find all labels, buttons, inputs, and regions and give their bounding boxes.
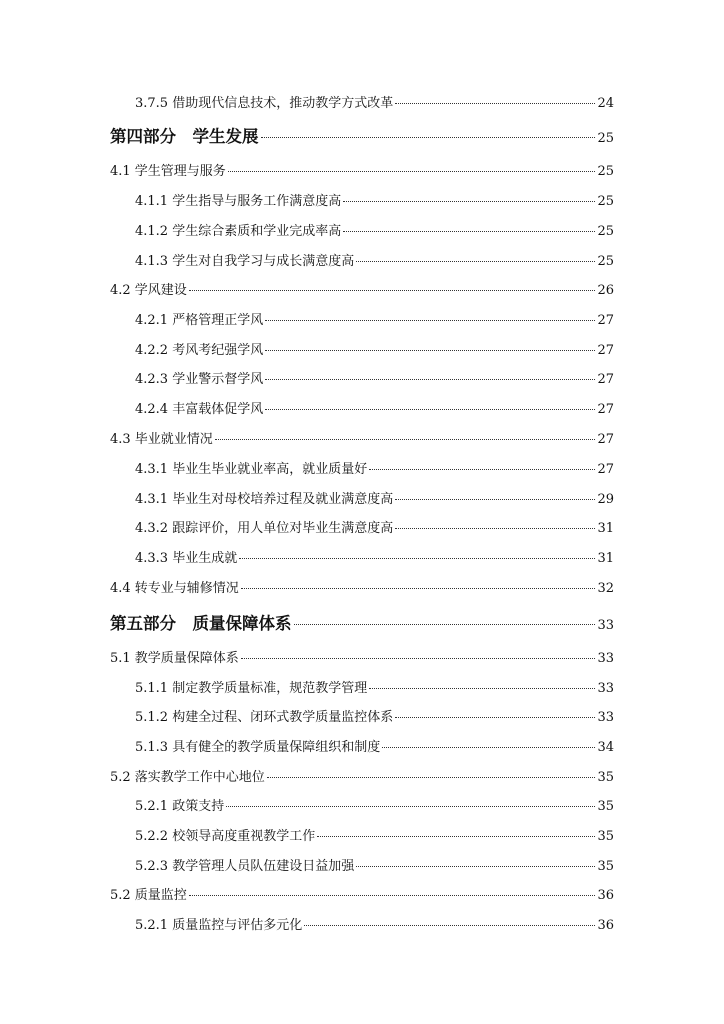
toc-entry-page: 35 [597,829,614,844]
toc-entry[interactable] [135,681,614,697]
toc-entry[interactable] [135,343,614,359]
toc-entry-label: 4.1.2 学生综合素质和学业完成率高 [135,224,342,239]
dot-leader [395,717,595,718]
toc-entry[interactable] [135,740,614,756]
dot-leader [369,469,595,470]
dot-leader [241,588,596,589]
dot-leader [189,895,596,896]
toc-entry[interactable] [110,164,614,180]
dot-leader [239,558,595,559]
toc-entry-label: 4.2.3 学业警示督学风 [135,372,264,387]
toc-entry[interactable] [135,224,614,240]
toc-entry[interactable] [135,402,614,418]
toc-entry-label: 5.2.3 教学管理人员队伍建设日益加强 [135,859,355,874]
toc-entry-page: 36 [597,888,614,903]
toc-entry[interactable] [135,372,614,388]
dot-leader [261,137,596,138]
toc-entry-label: 5.2 落实教学工作中心地位 [110,770,265,785]
toc-entry-page: 25 [597,131,614,146]
toc-entry[interactable] [135,492,614,508]
dot-leader [294,624,596,625]
toc-entry-label: 4.2.4 丰富载体促学风 [135,402,264,417]
toc-entry[interactable] [110,283,614,299]
toc-entry[interactable] [135,521,614,537]
toc-entry-label: 3.7.5 借助现代信息技术，推动教学方式改革 [135,96,394,111]
dot-leader [395,103,595,104]
toc-entry-page: 27 [597,313,614,328]
dot-leader [265,320,595,321]
toc-entry-page: 32 [597,581,614,596]
toc-entry-page: 27 [597,402,614,417]
dot-leader [265,350,595,351]
dot-leader [267,777,596,778]
toc-entry-page: 27 [597,432,614,447]
dot-leader [304,925,595,926]
toc-entry-label: 4.4 转专业与辅修情况 [110,581,239,596]
toc-entry[interactable] [135,96,614,112]
dot-leader [343,201,595,202]
toc-entry-page: 31 [597,551,614,566]
dot-leader [265,409,595,410]
toc-entry[interactable] [135,859,614,875]
dot-leader [369,688,595,689]
toc-entry-page: 35 [597,799,614,814]
dot-leader [382,747,595,748]
toc-entry-label: 4.3.3 毕业生成就 [135,551,238,566]
toc-entry-label: 5.1.2 构建全过程、闭环式教学质量监控体系 [135,710,394,725]
toc-entry-page: 25 [597,164,614,179]
toc-entry-label: 5.1.1 制定教学质量标准，规范教学管理 [135,681,368,696]
toc-entry-page: 34 [597,740,614,755]
toc-entry[interactable] [135,799,614,815]
toc-entry-label: 4.3.2 跟踪评价，用人单位对毕业生满意度高 [135,521,394,536]
toc-entry[interactable] [110,581,614,597]
dot-leader [356,261,595,262]
toc-entry-label: 第五部分 质量保障体系 [110,614,292,633]
dot-leader [395,499,595,500]
toc-entry-page: 33 [597,681,614,696]
toc-entry[interactable] [110,614,614,636]
dot-leader [215,439,596,440]
toc-entry-page: 35 [597,859,614,874]
toc-entry[interactable] [135,254,614,270]
toc-entry-page: 26 [597,283,614,298]
toc-entry-label: 5.2.1 政策支持 [135,799,225,814]
toc-entry[interactable] [135,829,614,845]
toc-entry-label: 4.1.1 学生指导与服务工作满意度高 [135,194,342,209]
toc-entry[interactable] [135,462,614,478]
toc-entry-page: 27 [597,462,614,477]
dot-leader [395,528,595,529]
toc-entry[interactable] [110,432,614,448]
toc-entry-page: 33 [597,651,614,666]
toc-entry-page: 27 [597,372,614,387]
toc-entry[interactable] [135,918,614,934]
dot-leader [343,231,595,232]
toc-entry-label: 4.3 毕业就业情况 [110,432,213,447]
toc-entry-label: 4.2.1 严格管理正学风 [135,313,264,328]
toc-entry-label: 5.2 质量监控 [110,888,187,903]
toc-entry-label: 4.2.2 考风考纪强学风 [135,343,264,358]
toc-entry-page: 24 [597,96,614,111]
toc-entry-page: 25 [597,254,614,269]
dot-leader [189,290,596,291]
dot-leader [226,806,595,807]
dot-leader [317,836,595,837]
toc-entry-page: 33 [597,618,614,633]
toc-entry[interactable] [135,551,614,567]
toc-entry[interactable] [110,888,614,904]
toc-entry-page: 27 [597,343,614,358]
toc-entry-page: 25 [597,224,614,239]
toc-entry-page: 35 [597,770,614,785]
dot-leader [228,171,596,172]
toc-entry-label: 4.1 学生管理与服务 [110,164,226,179]
dot-leader [241,658,596,659]
toc-entry[interactable] [110,770,614,786]
toc-entry-label: 第四部分 学生发展 [110,127,259,146]
toc-entry-label: 5.2.1 质量监控与评估多元化 [135,918,303,933]
toc-entry[interactable] [110,127,614,149]
toc-entry[interactable] [135,313,614,329]
toc-entry-label: 4.3.1 毕业生对母校培养过程及就业满意度高 [135,492,394,507]
toc-entry-label: 5.1 教学质量保障体系 [110,651,239,666]
toc-entry-label: 5.1.3 具有健全的教学质量保障组织和制度 [135,740,381,755]
toc-entry-page: 31 [597,521,614,536]
toc-entry[interactable] [135,710,614,726]
toc-entry-page: 36 [597,918,614,933]
dot-leader [356,866,595,867]
toc-entry-label: 4.2 学风建设 [110,283,187,298]
toc-entry[interactable] [135,194,614,210]
toc-entry-label: 4.3.1 毕业生毕业就业率高，就业质量好 [135,462,368,477]
toc-entry-page: 33 [597,710,614,725]
toc-entry-page: 29 [597,492,614,507]
toc-entry-label: 5.2.2 校领导高度重视教学工作 [135,829,316,844]
toc-entry-page: 25 [597,194,614,209]
toc-entry-label: 4.1.3 学生对自我学习与成长满意度高 [135,254,355,269]
toc-entry[interactable] [110,651,614,667]
dot-leader [265,379,595,380]
